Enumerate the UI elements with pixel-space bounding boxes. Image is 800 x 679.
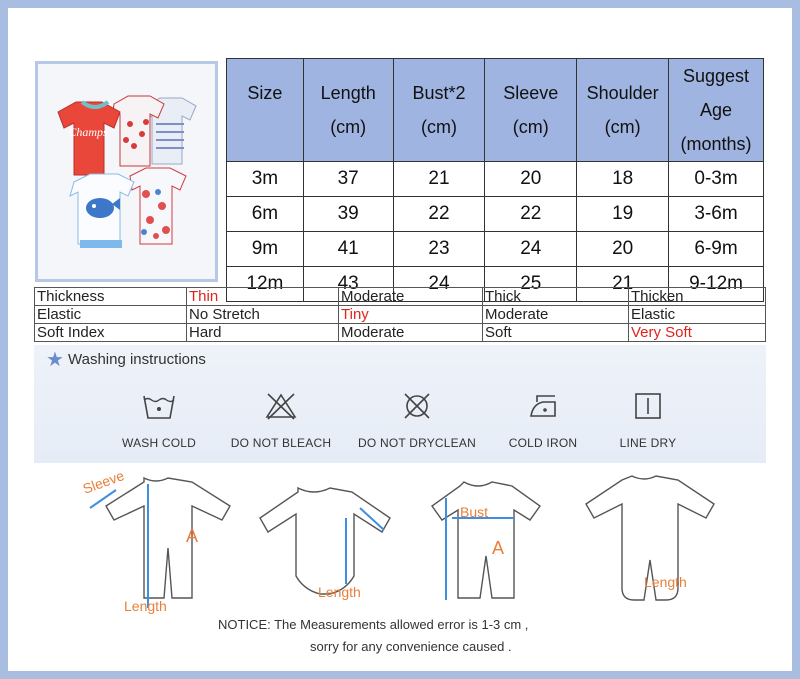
label-sleeve: Sleeve xyxy=(80,467,127,497)
table-cell: 21 xyxy=(393,162,485,197)
header-sleeve: Sleeve (cm) xyxy=(485,59,577,162)
table-cell: 9-12m xyxy=(669,267,764,302)
attr-cell: Moderate xyxy=(483,306,629,324)
table-cell: 6m xyxy=(227,197,304,232)
notice-line-2: sorry for any convenience caused . xyxy=(310,639,512,654)
table-cell: 21 xyxy=(577,267,669,302)
table-cell: 3-6m xyxy=(669,197,764,232)
table-cell: 24 xyxy=(485,232,577,267)
table-cell: 22 xyxy=(393,197,485,232)
table-cell: 24 xyxy=(393,267,485,302)
attr-cell: Thickness xyxy=(35,288,187,306)
attr-row-soft-index xyxy=(35,324,766,342)
line-dry-item xyxy=(583,390,713,450)
attr-cell: Hard xyxy=(187,324,339,342)
header-bust: Bust*2 (cm) xyxy=(393,59,485,162)
table-cell: 25 xyxy=(485,267,577,302)
attr-cell-highlight: Tiny xyxy=(339,306,483,324)
table-cell: 23 xyxy=(393,232,485,267)
do-not-dryclean-icon xyxy=(399,390,435,422)
print-text: Champs xyxy=(68,125,108,139)
measurement-diagrams xyxy=(34,468,766,618)
table-cell: 3m xyxy=(227,162,304,197)
size-table xyxy=(226,58,764,302)
do-not-bleach-icon xyxy=(263,390,299,422)
attr-cell: Moderate xyxy=(339,324,483,342)
attribute-table xyxy=(34,287,766,342)
wash-cold-label: WASH COLD xyxy=(121,436,197,450)
attr-row-thickness xyxy=(35,288,766,306)
attr-cell: Moderate xyxy=(339,288,483,306)
table-cell: 43 xyxy=(303,267,393,302)
wash-cold-icon xyxy=(141,390,177,422)
attr-cell: Soft xyxy=(483,324,629,342)
wash-cold-item xyxy=(94,390,224,450)
header-suggest-age: Suggest Age (months) xyxy=(669,59,764,162)
cold-iron-icon xyxy=(525,390,561,422)
table-cell: 12m xyxy=(227,267,304,302)
header-shoulder: Shoulder (cm) xyxy=(577,59,669,162)
attr-cell-highlight: Very Soft xyxy=(629,324,766,342)
attr-row-elastic xyxy=(35,306,766,324)
notice-line-1: NOTICE: The Measurements allowed error is 1-3 cm , xyxy=(218,617,529,632)
attr-cell: Thicken xyxy=(629,288,766,306)
label-length: Length xyxy=(318,584,361,600)
table-cell: 9m xyxy=(227,232,304,267)
attr-cell-highlight: Thin xyxy=(187,288,339,306)
table-cell: 20 xyxy=(485,162,577,197)
label-a: A xyxy=(186,526,199,546)
table-cell: 20 xyxy=(577,232,669,267)
table-cell: 41 xyxy=(303,232,393,267)
garment-outlines xyxy=(34,468,766,618)
do-not-dryclean-label: DO NOT DRYCLEAN xyxy=(358,436,476,450)
table-cell: 6-9m xyxy=(669,232,764,267)
do-not-bleach-label: DO NOT BLEACH xyxy=(230,436,332,450)
header-size: Size xyxy=(227,59,304,162)
table-row xyxy=(227,162,764,197)
table-cell: 22 xyxy=(485,197,577,232)
do-not-dryclean-item xyxy=(352,390,482,450)
table-row xyxy=(227,197,764,232)
size-table-header-row xyxy=(227,59,764,162)
attr-cell: Soft Index xyxy=(35,324,187,342)
attr-cell: Thick xyxy=(483,288,629,306)
table-cell: 37 xyxy=(303,162,393,197)
header-length: Length (cm) xyxy=(303,59,393,162)
label-a: A xyxy=(492,538,505,558)
table-cell: 39 xyxy=(303,197,393,232)
star-icon: ★ xyxy=(46,349,64,371)
washing-instructions xyxy=(34,345,766,463)
label-length: Length xyxy=(644,574,687,590)
label-bust: Bust xyxy=(460,504,489,520)
attr-cell: Elastic xyxy=(35,306,187,324)
label-length: Length xyxy=(124,598,167,614)
attr-cell: No Stretch xyxy=(187,306,339,324)
washing-title: Washing instructions xyxy=(68,351,206,368)
bodysuits-image xyxy=(38,64,215,279)
line-dry-label: LINE DRY xyxy=(619,436,677,450)
table-row xyxy=(227,232,764,267)
table-cell: 18 xyxy=(577,162,669,197)
cold-iron-label: COLD IRON xyxy=(508,436,578,450)
table-cell: 19 xyxy=(577,197,669,232)
do-not-bleach-item xyxy=(216,390,346,450)
attr-cell: Elastic xyxy=(629,306,766,324)
product-photo xyxy=(35,61,218,282)
line-dry-icon xyxy=(630,390,666,422)
table-cell: 0-3m xyxy=(669,162,764,197)
